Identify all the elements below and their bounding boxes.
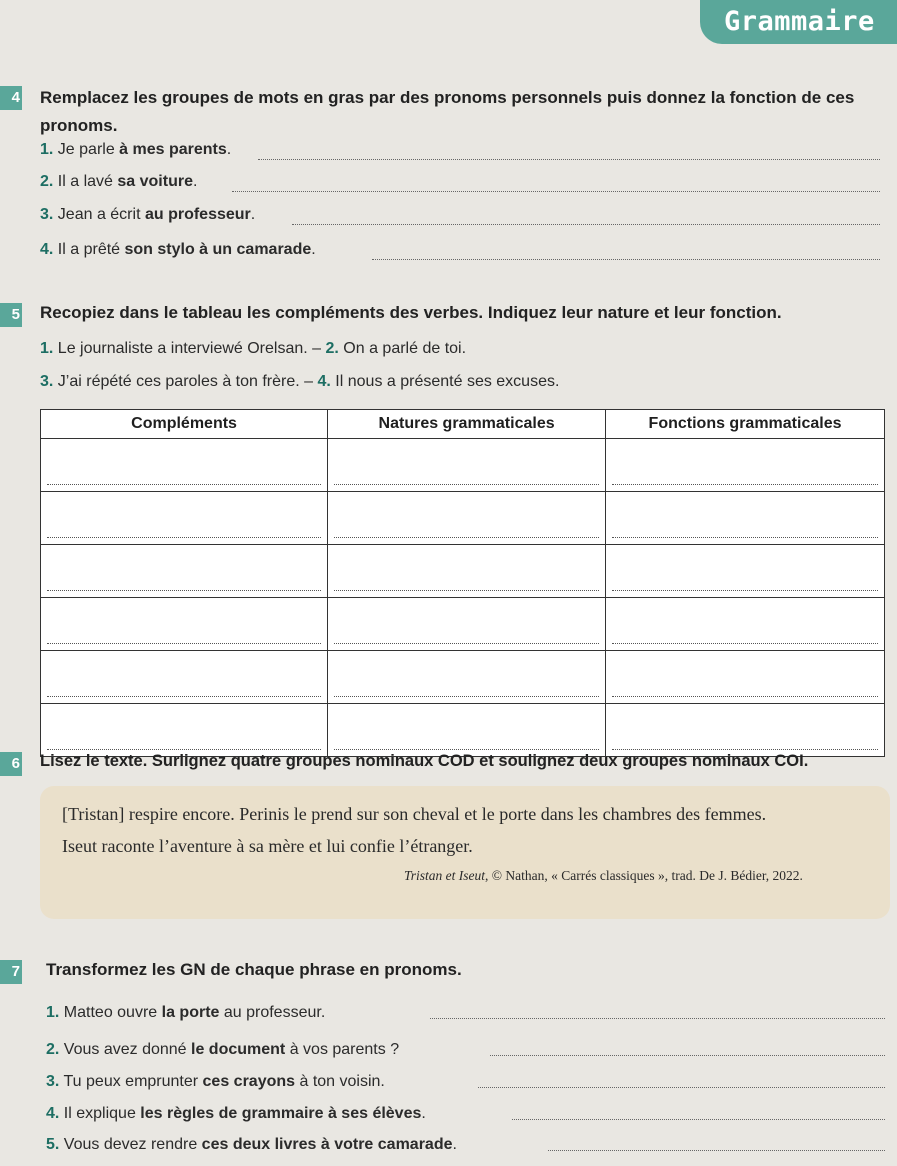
excerpt-line-1: [Tristan] respire encore. Perinis le prend sur son cheval et le porte dans les chambres des femmes. [62, 804, 767, 824]
ex7-item-2-text: Vous avez donné [63, 1041, 192, 1058]
table-cell[interactable] [328, 439, 606, 492]
ex7-item-3-text: Tu peux emprunter [63, 1073, 203, 1090]
ex7-item-3-num: 3. [46, 1073, 60, 1090]
answer-line[interactable] [372, 259, 880, 260]
header-fonctions: Fonctions grammaticales [606, 410, 885, 439]
ex7-item-4-text: Il explique [63, 1105, 141, 1122]
ex7-item-2 [46, 1041, 399, 1059]
ex7-item-4 [46, 1105, 426, 1123]
ex4-item-3-text: Jean a écrit [57, 206, 145, 223]
ex5-sentence-4-num: 4. [317, 373, 331, 390]
ex7-item-1-num: 1. [46, 1004, 60, 1021]
table-cell[interactable] [328, 492, 606, 545]
table-cell[interactable] [606, 439, 885, 492]
ex7-item-4-num: 4. [46, 1105, 60, 1122]
exercise-4-number: 4 [0, 86, 22, 110]
ex4-item-4-end: . [311, 241, 316, 258]
answer-line[interactable] [478, 1087, 885, 1088]
table-cell[interactable] [606, 492, 885, 545]
excerpt-source [404, 868, 803, 884]
ex4-item-1-num: 1. [40, 141, 54, 158]
header-complements: Compléments [41, 410, 328, 439]
complements-table [40, 409, 885, 757]
exercise-7-instruction: Transformez les GN de chaque phrase en pronoms. [46, 960, 462, 979]
ex4-item-1-end: . [226, 141, 232, 158]
exercise-5-number: 5 [0, 303, 22, 327]
ex7-item-5-num: 5. [46, 1136, 60, 1153]
ex7-item-5-text: Vous devez rendre [63, 1136, 202, 1153]
ex7-item-5-bold: ces deux livres à votre camarade [201, 1136, 453, 1153]
exercise-4-instruction: Remplacez les groupes de mots en gras par des pronoms personnels puis donnez la fonction de ces pronoms. [40, 88, 855, 135]
exercise-6-instruction: Lisez le texte. Surlignez quatre groupes nominaux COD et soulignez deux groupes nominaux COI. [40, 752, 809, 770]
table-cell[interactable] [41, 492, 328, 545]
ex4-item-4 [40, 241, 316, 259]
table-cell[interactable] [606, 651, 885, 704]
source-title: Tristan et Iseut [404, 868, 486, 883]
header-natures: Natures grammaticales [328, 410, 606, 439]
table-row [41, 545, 885, 598]
ex7-item-2-end: à vos parents ? [285, 1041, 400, 1058]
answer-line[interactable] [512, 1119, 885, 1120]
ex4-item-2 [40, 173, 197, 191]
ex4-item-3 [40, 206, 255, 224]
exercise-7-number: 7 [0, 960, 22, 984]
ex4-item-1-bold: à mes parents [119, 141, 227, 158]
table-row [41, 598, 885, 651]
ex5-sentences-line-2 [40, 373, 559, 391]
table-cell[interactable] [328, 651, 606, 704]
ex4-item-3-num: 3. [40, 206, 54, 223]
ex5-sentence-4: Il nous a présenté ses excuses. [335, 373, 560, 390]
ex7-item-2-num: 2. [46, 1041, 60, 1058]
table-cell[interactable] [41, 598, 328, 651]
table-cell[interactable] [41, 651, 328, 704]
table-cell[interactable] [328, 545, 606, 598]
ex7-item-3-end: à ton voisin. [295, 1073, 385, 1090]
answer-line[interactable] [258, 159, 880, 160]
table-row [41, 439, 885, 492]
ex7-item-5 [46, 1136, 457, 1154]
ex7-item-4-bold: les règles de grammaire à ses élèves [140, 1105, 422, 1122]
ex7-item-1 [46, 1004, 325, 1022]
ex5-sentences-line-1 [40, 340, 466, 358]
ex5-sentence-2-num: 2. [325, 340, 339, 357]
ex4-item-4-text: Il a prêté [57, 241, 125, 258]
ex4-item-3-bold: au professeur [144, 206, 251, 223]
ex5-sentence-1: Le journaliste a interviewé Orelsan. – [57, 340, 322, 357]
table-cell[interactable] [606, 545, 885, 598]
answer-line[interactable] [490, 1055, 885, 1056]
ex7-item-1-text: Matteo ouvre [63, 1004, 162, 1021]
ex7-item-3 [46, 1073, 385, 1091]
ex5-sentence-3-num: 3. [40, 373, 54, 390]
exercise-6-number: 6 [0, 752, 22, 776]
table-row [41, 492, 885, 545]
answer-line[interactable] [430, 1018, 885, 1019]
ex4-item-2-bold: sa voiture [117, 173, 193, 190]
ex7-item-3-bold: ces crayons [202, 1073, 296, 1090]
table-row [41, 651, 885, 704]
answer-line[interactable] [548, 1150, 885, 1151]
ex4-item-2-end: . [192, 173, 198, 190]
table-row [41, 704, 885, 757]
page-title: Grammaire [724, 6, 875, 37]
source-details: , © Nathan, « Carrés classiques », trad. De J. Bédier, 2022. [485, 868, 803, 883]
table-cell[interactable] [606, 704, 885, 757]
ex4-item-2-num: 2. [40, 173, 54, 190]
ex4-item-1 [40, 141, 231, 159]
ex7-item-2-bold: le document [191, 1041, 286, 1058]
exercise-5-instruction: Recopiez dans le tableau les compléments des verbes. Indiquez leur nature et leur fonction. [40, 303, 782, 322]
table-cell[interactable] [328, 598, 606, 651]
table-cell[interactable] [41, 704, 328, 757]
excerpt-line-2: Iseut raconte l’aventure à sa mère et lui confie l’étranger. [62, 836, 473, 856]
answer-line[interactable] [232, 191, 880, 192]
table-cell[interactable] [41, 439, 328, 492]
ex7-item-1-bold: la porte [161, 1004, 220, 1021]
ex4-item-4-bold: son stylo à un camarade [124, 241, 312, 258]
ex5-sentence-2: On a parlé de toi. [343, 340, 467, 357]
table-cell[interactable] [328, 704, 606, 757]
answer-line[interactable] [292, 224, 880, 225]
ex5-sentence-1-num: 1. [40, 340, 54, 357]
ex7-item-5-end: . [452, 1136, 457, 1153]
ex4-item-3-end: . [250, 206, 256, 223]
ex4-item-2-text: Il a lavé [57, 173, 118, 190]
ex5-sentence-3: J’ai répété ces paroles à ton frère. – [57, 373, 314, 390]
ex4-item-1-text: Je parle [57, 141, 120, 158]
ex7-item-4-end: . [421, 1105, 426, 1122]
table-cell[interactable] [606, 598, 885, 651]
ex7-item-1-end: au professeur. [219, 1004, 326, 1021]
table-cell[interactable] [41, 545, 328, 598]
ex4-item-4-num: 4. [40, 241, 54, 258]
